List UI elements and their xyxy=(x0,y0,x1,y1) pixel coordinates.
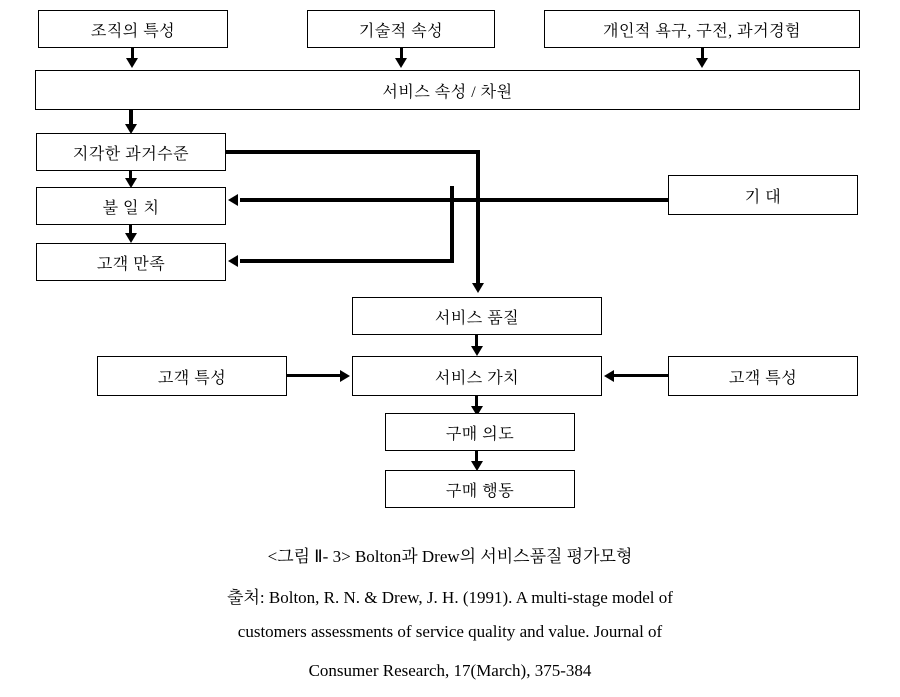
arrowhead-left-satis xyxy=(228,255,238,267)
connector-past-quality-vertical xyxy=(476,150,480,287)
source-volume-pages: 17(March), 375-384 xyxy=(453,661,592,680)
node-service-attributes xyxy=(35,70,860,110)
arrowhead-left-value xyxy=(604,370,614,382)
node-label: 지각한 과거수준 xyxy=(72,145,190,163)
node-service-quality xyxy=(352,297,602,335)
node-label: 고객 특성 xyxy=(728,369,798,387)
connector-past-quality-horizontal xyxy=(226,150,480,154)
node-label: 조직의 특성 xyxy=(90,22,176,40)
source-text-2: customers assessments of service quality and value. xyxy=(237,622,590,641)
node-label: 서비스 품질 xyxy=(434,309,520,327)
node-label: 서비스 속성 / 차원 xyxy=(382,83,513,101)
arrowhead-down-quality xyxy=(472,283,484,293)
node-personal xyxy=(544,10,860,48)
connector-expect-satis-horizontal xyxy=(240,259,454,263)
node-label: 기술적 속성 xyxy=(358,22,444,40)
node-satisfaction xyxy=(36,243,226,281)
node-label: 고객 만족 xyxy=(96,255,166,273)
node-label: 개인적 욕구, 구전, 과거경험 xyxy=(602,22,802,40)
connector-custright-value xyxy=(614,374,668,377)
node-past-level xyxy=(36,133,226,171)
source-text-1: Bolton, R. N. & Drew, J. H. (1991). A multi-stage model of xyxy=(268,588,673,607)
node-label: 기 대 xyxy=(744,188,782,206)
source-line-3 xyxy=(0,661,900,681)
node-customer-characteristics-left xyxy=(97,356,287,396)
node-tech xyxy=(307,10,495,48)
node-expectation xyxy=(668,175,858,215)
arrowhead-down-value xyxy=(471,346,483,356)
figure-title: Bolton과 Drew의 서비스품질 평가모형 xyxy=(354,547,633,566)
node-purchase-intention xyxy=(385,413,575,451)
node-label: 불 일 치 xyxy=(102,199,160,217)
journal-name-part2: Consumer Research, xyxy=(308,661,450,680)
journal-name-part1: Journal of xyxy=(593,622,663,641)
arrowhead-down-org xyxy=(126,58,138,68)
arrowhead-right-value xyxy=(340,370,350,382)
figure-number: <그림 Ⅱ- 3> xyxy=(267,547,351,566)
arrowhead-down-personal xyxy=(696,58,708,68)
node-label: 구매 행동 xyxy=(445,482,515,500)
arrowhead-down-disconf xyxy=(125,178,137,188)
source-line-1 xyxy=(0,583,900,608)
arrowhead-left-disconf xyxy=(228,194,238,206)
connector-custleft-value xyxy=(287,374,340,377)
node-label: 서비스 가치 xyxy=(434,369,520,387)
arrowhead-down-satis xyxy=(125,233,137,243)
connector-expect-disconf-horizontal xyxy=(240,198,668,202)
node-disconfirmation xyxy=(36,187,226,225)
source-line-2 xyxy=(0,622,900,642)
node-service-value xyxy=(352,356,602,396)
node-org xyxy=(38,10,228,48)
node-purchase-behavior xyxy=(385,470,575,508)
node-customer-characteristics-right xyxy=(668,356,858,396)
arrowhead-down-tech xyxy=(395,58,407,68)
node-label: 고객 특성 xyxy=(157,369,227,387)
source-prefix: 출처: xyxy=(227,588,265,607)
figure-caption xyxy=(0,542,900,567)
node-label: 구매 의도 xyxy=(445,425,515,443)
connector-expect-satis-vertical xyxy=(450,186,454,262)
